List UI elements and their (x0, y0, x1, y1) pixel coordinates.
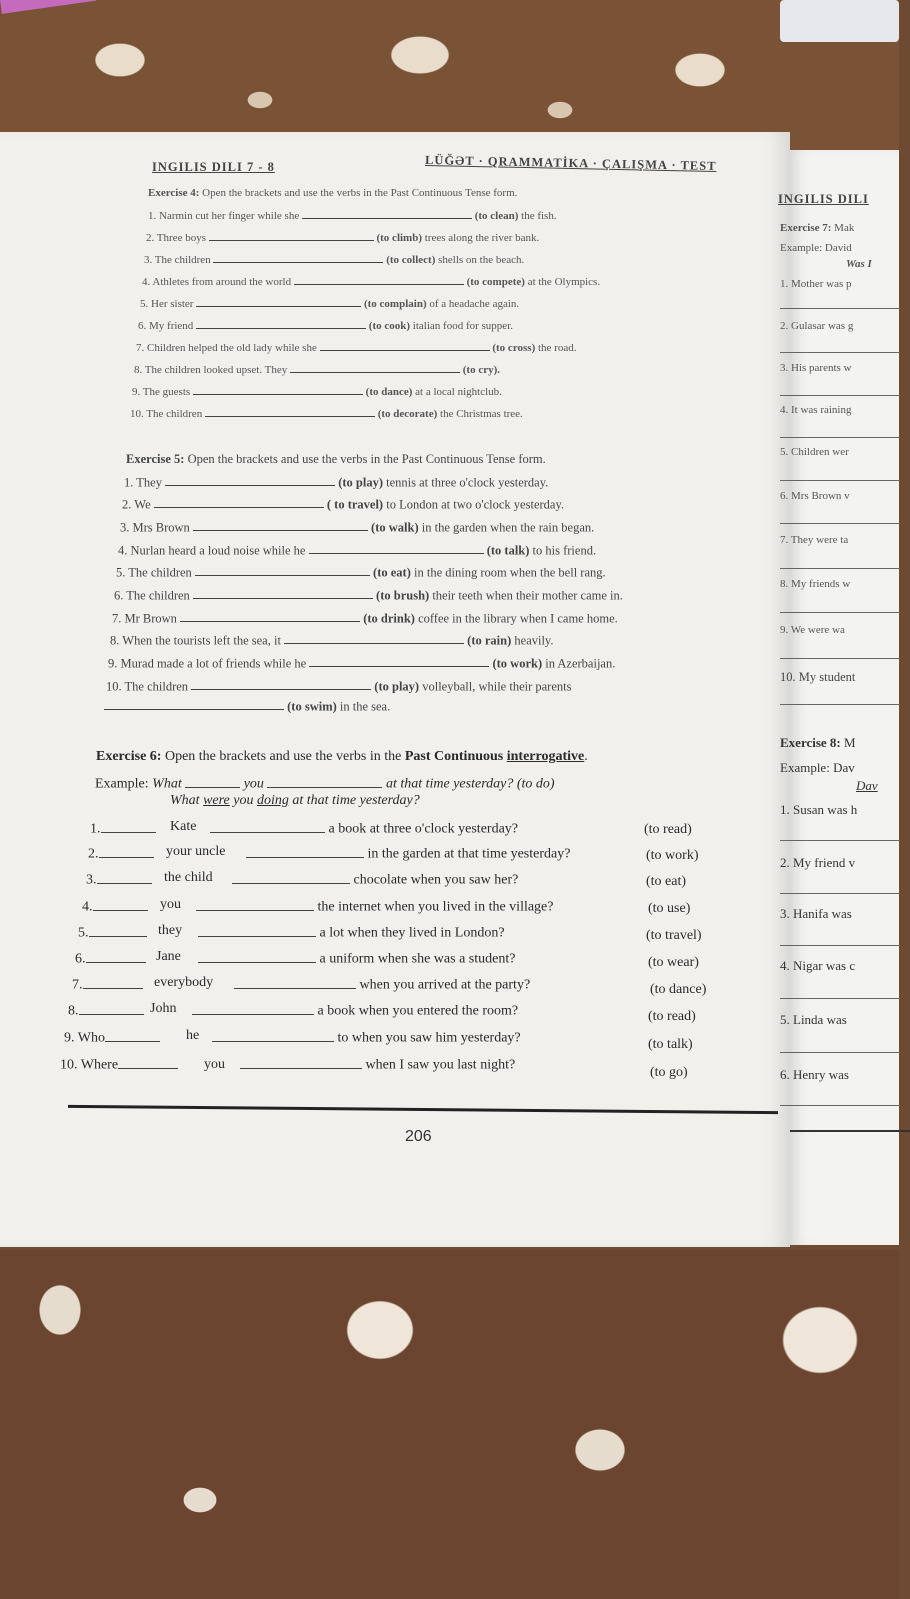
item-verb: (to play) (374, 679, 420, 694)
question-text: in the garden at that time yesterday? (367, 846, 571, 862)
question-row (78, 923, 147, 942)
item-text: 1. They (124, 475, 162, 490)
answer-blank[interactable] (302, 208, 472, 219)
item-text: 6. My friend (138, 319, 194, 332)
right-item: 2. Gulasar was g (780, 320, 854, 332)
answer-blank[interactable] (246, 844, 364, 858)
item-verb: (to walk) (371, 520, 419, 535)
item-text: 3. Mrs Brown (120, 520, 190, 535)
right-item: 1. Mother was p (780, 278, 852, 290)
question-number: 8. (68, 1003, 79, 1019)
answer-blank[interactable] (191, 678, 371, 690)
answer-blank[interactable] (192, 1001, 314, 1015)
example-blank (185, 774, 240, 788)
question-number: 10. Where (60, 1057, 119, 1073)
right-item: 3. His parents w (780, 362, 852, 374)
item-text: the road. (535, 341, 577, 354)
answer-blank[interactable] (284, 632, 464, 644)
item-text: the Christmas tree. (437, 407, 523, 420)
exercise-item (124, 474, 548, 490)
answer-line[interactable] (780, 308, 900, 309)
item-text: 8. When the tourists left the sea, it (110, 633, 281, 648)
answer-blank[interactable] (196, 318, 366, 329)
question-row (75, 949, 146, 968)
item-verb: (to cross) (492, 341, 536, 354)
answer-blank[interactable] (196, 897, 314, 911)
answer-blank[interactable] (240, 1055, 362, 1069)
right-item: 2. My friend v (780, 855, 856, 870)
item-text: shells on the beach. (435, 253, 525, 266)
answer-blank[interactable] (232, 870, 350, 884)
answer-blank[interactable] (180, 610, 360, 622)
answer-line[interactable] (780, 945, 900, 946)
answer-blank[interactable] (209, 230, 374, 241)
item-text: 9. Murad made a lot of friends while he (108, 656, 307, 671)
answer-blank[interactable] (195, 564, 370, 576)
item-text: 6. The children (114, 588, 190, 603)
answer-line[interactable] (780, 523, 900, 524)
bottom-rule (790, 1130, 910, 1132)
right-item: 10. My student (780, 670, 856, 684)
answer-blank[interactable] (154, 496, 324, 508)
item-verb: (to complain) (363, 297, 427, 310)
question-row (72, 975, 143, 994)
question-text: the internet when you lived in the village? (317, 899, 554, 915)
exercise-item (108, 655, 615, 671)
right-item: 3. Hanifa was (780, 906, 852, 921)
question-text: when you arrived at the party? (359, 977, 531, 993)
exercise-item (138, 318, 513, 332)
item-verb: (to collect) (386, 253, 436, 266)
question-rest (234, 975, 530, 994)
question-subject: your uncle (166, 844, 226, 859)
right-item: 4. It was raining (780, 404, 852, 416)
question-subject: he (186, 1028, 200, 1043)
right-example-answer: Dav (856, 778, 878, 793)
example-line (95, 774, 555, 793)
item-text: in Azerbaijan. (542, 656, 616, 671)
answer-blank[interactable] (193, 519, 368, 531)
item-verb: (to cry). (462, 363, 501, 376)
item-verb: (to dance) (365, 385, 413, 398)
right-item: 6. Henry was (780, 1067, 849, 1082)
question-subject: John (150, 1001, 177, 1016)
exercise-item (112, 610, 618, 626)
answer-blank[interactable] (193, 384, 363, 395)
question-subject: you (204, 1057, 225, 1072)
exercise-item (144, 252, 524, 266)
exercise-title (96, 749, 588, 765)
exercise-item (142, 274, 600, 288)
question-subject: everybody (154, 975, 214, 990)
answer-blank[interactable] (210, 819, 325, 833)
carpet-background-top (0, 0, 899, 150)
item-text: the fish. (518, 209, 557, 222)
question-rest (198, 923, 505, 942)
answer-line[interactable] (780, 612, 900, 613)
example-word: What (152, 776, 182, 792)
answer-line[interactable] (780, 1105, 900, 1106)
question-row (82, 897, 148, 916)
item-text: to his friend. (529, 543, 597, 558)
question-subject: Kate (170, 819, 197, 834)
right-item: 4. Nigar was c (780, 958, 856, 973)
item-text: 3. The children (144, 253, 211, 266)
item-text: italian food for supper. (410, 319, 513, 332)
right-example-answer: Was I (846, 258, 872, 270)
item-text: trees along the river bank. (422, 231, 540, 244)
exercise-instruction-bold: Past Continuous (404, 749, 507, 764)
example-answer-part: What (170, 793, 204, 808)
question-subject: you (160, 897, 181, 912)
answer-line[interactable] (780, 658, 900, 659)
example-rest: at that time yesterday? (to do) (385, 776, 555, 792)
header-left: INGILIS DILI 7 - 8 (152, 160, 275, 174)
item-verb: (to talk) (486, 543, 530, 558)
right-exercise-title (780, 735, 856, 751)
exercise-instruction: Open the brackets and use the verbs in the Past Continuous Tense form. (199, 187, 518, 199)
item-text: their teeth when their mother came in. (429, 588, 623, 603)
answer-blank[interactable] (118, 1055, 178, 1069)
item-verb: (to play) (338, 475, 384, 490)
exercise-label: Exercise 6: (96, 749, 162, 764)
item-text: 2. Three boys (146, 231, 206, 244)
question-verb: (to read) (648, 1009, 696, 1024)
answer-line[interactable] (780, 395, 900, 396)
question-text: a book at three o'clock yesterday? (328, 821, 518, 837)
item-text: tennis at three o'clock yesterday. (383, 475, 549, 490)
right-item: 9. We were wa (780, 624, 845, 636)
answer-blank[interactable] (205, 406, 375, 417)
item-verb: (to compete) (466, 275, 525, 288)
exercise-instruction: M (840, 735, 856, 750)
right-item: 1. Susan was h (780, 802, 858, 817)
answer-line[interactable] (780, 704, 900, 705)
answer-line[interactable] (780, 568, 900, 569)
right-example: Example: David (780, 242, 852, 254)
answer-blank[interactable] (309, 655, 489, 667)
item-text: to London at two o'clock yesterday. (383, 497, 565, 512)
example-answer-doing: doing (256, 793, 289, 808)
question-row (64, 1028, 160, 1047)
exercise-title (148, 187, 517, 199)
item-text: 5. The children (116, 565, 192, 580)
question-rest (192, 1001, 518, 1020)
item-text: of a headache again. (426, 297, 520, 310)
example-answer-part: at that time yesterday? (288, 793, 420, 808)
answer-blank[interactable] (294, 274, 464, 285)
question-rest (210, 819, 518, 838)
exercise-item-continuation (104, 698, 390, 714)
workbook-page (0, 132, 790, 1247)
exercise-item (120, 519, 594, 535)
item-verb: (to cook) (368, 319, 411, 332)
question-rest (246, 844, 570, 863)
item-text: 2. We (122, 497, 151, 512)
bottom-rule (68, 1105, 778, 1114)
item-verb: ( to travel) (326, 497, 384, 512)
example-word: you (243, 776, 264, 792)
question-rest (196, 897, 553, 916)
question-verb: (to go) (650, 1065, 688, 1080)
question-verb: (to dance) (650, 982, 707, 997)
question-verb: (to use) (648, 901, 691, 916)
question-subject: Jane (156, 949, 181, 964)
item-text: in the dining room when the bell rang. (410, 565, 606, 580)
item-verb: (to drink) (363, 611, 415, 626)
question-text: a lot when they lived in London? (319, 925, 505, 941)
answer-blank[interactable] (79, 1001, 144, 1015)
eraser (780, 0, 899, 42)
item-text: 1. Narmin cut her finger while she (148, 209, 300, 222)
item-verb: (to clean) (474, 209, 519, 222)
page-number: 206 (405, 1128, 432, 1145)
answer-blank[interactable] (320, 340, 490, 351)
exercise-item (114, 587, 623, 603)
exercise-item (116, 564, 606, 580)
item-text: at a local nightclub. (412, 385, 502, 398)
answer-blank[interactable] (104, 698, 284, 710)
item-verb: (to eat) (373, 565, 411, 580)
example-answer (170, 793, 420, 809)
example-answer-part: you (229, 793, 257, 808)
item-text: 7. Children helped the old lady while she (136, 341, 317, 354)
answer-line[interactable] (780, 352, 900, 353)
question-verb: (to talk) (648, 1037, 693, 1052)
question-number: 5. (78, 925, 89, 941)
answer-blank[interactable] (93, 897, 148, 911)
exercise-label: Exercise 7: (780, 222, 832, 234)
question-verb: (to travel) (646, 928, 702, 943)
exercise-label: Exercise 5: (126, 452, 185, 466)
answer-line[interactable] (780, 998, 900, 999)
question-verb: (to read) (644, 822, 692, 837)
question-row (68, 1001, 144, 1020)
answer-blank[interactable] (165, 474, 335, 486)
item-text: at the Olympics. (524, 275, 601, 288)
answer-blank[interactable] (86, 949, 146, 963)
answer-blank[interactable] (213, 252, 383, 263)
right-page (778, 150, 899, 1245)
item-text: heavily. (511, 633, 554, 648)
item-verb: (to rain) (467, 633, 512, 648)
answer-blank[interactable] (89, 923, 147, 937)
answer-blank[interactable] (196, 296, 361, 307)
right-item: 5. Children wer (780, 446, 849, 458)
question-number: 7. (72, 977, 83, 993)
right-item: 6. Mrs Brown v (780, 490, 850, 502)
exercise-item (130, 406, 523, 420)
answer-blank[interactable] (105, 1028, 160, 1042)
item-verb: (to swim) (287, 699, 337, 714)
answer-line[interactable] (780, 1052, 900, 1053)
question-rest (240, 1055, 515, 1074)
right-header: INGILIS DILI (778, 192, 869, 206)
item-text: 8. The children looked upset. They (134, 363, 288, 376)
question-verb: (to eat) (646, 874, 687, 889)
item-text: 5. Her sister (140, 297, 194, 310)
question-rest (212, 1028, 521, 1047)
exercise-item (140, 296, 519, 310)
answer-blank[interactable] (212, 1028, 334, 1042)
example-answer-were: were (203, 793, 230, 808)
question-text: when I saw you last night? (365, 1057, 516, 1073)
answer-blank[interactable] (309, 542, 484, 554)
carpet-background-bottom (0, 1250, 899, 1599)
item-text: 9. The guests (132, 385, 191, 398)
answer-line[interactable] (780, 893, 900, 894)
question-row (60, 1055, 178, 1074)
exercise-item (148, 208, 557, 222)
answer-line[interactable] (780, 437, 900, 438)
exercise-instruction-end: . (584, 749, 588, 764)
answer-blank[interactable] (83, 975, 143, 989)
example-blank (267, 774, 382, 788)
header-right: LÜĞƏT · QRAMMATİKA · ÇALIŞMA · TEST (424, 152, 717, 174)
example-label: Example: (95, 776, 149, 792)
exercise-item (106, 678, 571, 694)
item-text: 4. Nurlan heard a loud noise while he (118, 543, 306, 558)
item-text: volleyball, while their parents (419, 679, 572, 694)
answer-blank[interactable] (198, 923, 316, 937)
item-verb: (to decorate) (377, 407, 438, 420)
right-item: 5. Linda was (780, 1012, 847, 1027)
exercise-item (136, 340, 576, 354)
question-number: 9. Who (64, 1030, 105, 1046)
question-text: to when you saw him yesterday? (337, 1030, 521, 1046)
question-text: chocolate when you saw her? (353, 872, 519, 888)
answer-blank[interactable] (97, 870, 152, 884)
exercise-item (132, 384, 502, 398)
question-number: 4. (82, 899, 93, 915)
question-number: 3. (86, 872, 97, 888)
right-item: 8. My friends w (780, 578, 851, 590)
question-number: 1. (90, 821, 101, 837)
exercise-instruction: Open the brackets and use the verbs in the (161, 749, 405, 764)
right-exercise-title (780, 222, 854, 234)
exercise-item (118, 542, 596, 558)
item-text: 10. The children (106, 679, 189, 694)
item-verb: (to climb) (376, 231, 422, 244)
item-text: in the garden when the rain began. (418, 520, 595, 535)
exercise-item (134, 362, 500, 376)
exercise-instruction: Mak (831, 222, 855, 234)
item-text: in the sea. (336, 699, 391, 714)
answer-blank[interactable] (101, 819, 156, 833)
item-verb: (to brush) (376, 588, 430, 603)
item-verb: (to work) (492, 656, 543, 671)
exercise-instruction-underlined: interrogative (506, 749, 585, 764)
answer-blank[interactable] (198, 949, 316, 963)
question-subject: the child (164, 870, 213, 885)
question-text: a book when you entered the room? (317, 1003, 519, 1019)
question-row (88, 844, 154, 863)
question-subject: they (158, 923, 183, 938)
right-example: Example: Dav (780, 760, 855, 775)
answer-line[interactable] (780, 840, 900, 841)
question-verb: (to work) (646, 848, 699, 863)
exercise-label: Exercise 4: (148, 187, 200, 199)
item-text: 7. Mr Brown (112, 611, 177, 626)
exercise-item (146, 230, 539, 244)
answer-blank[interactable] (99, 844, 154, 858)
answer-blank[interactable] (234, 975, 356, 989)
question-row (86, 870, 152, 889)
answer-blank[interactable] (290, 362, 460, 373)
question-rest (198, 949, 515, 968)
question-number: 6. (75, 951, 86, 967)
answer-blank[interactable] (193, 587, 373, 599)
question-verb: (to wear) (648, 955, 699, 970)
question-row (90, 819, 156, 838)
item-text: coffee in the library when I came home. (414, 611, 618, 626)
exercise-item (122, 496, 564, 512)
question-text: a uniform when she was a student? (319, 951, 516, 967)
item-text: 4. Athletes from around the world (142, 275, 292, 288)
right-item: 7. They were ta (780, 534, 849, 546)
question-rest (232, 870, 518, 889)
exercise-item (110, 632, 554, 648)
exercise-title (126, 452, 546, 467)
answer-line[interactable] (780, 480, 900, 481)
item-text: 10. The children (130, 407, 203, 420)
exercise-label: Exercise 8: (780, 735, 841, 750)
question-number: 2. (88, 846, 99, 862)
exercise-instruction: Open the brackets and use the verbs in the Past Continuous Tense form. (184, 452, 546, 466)
